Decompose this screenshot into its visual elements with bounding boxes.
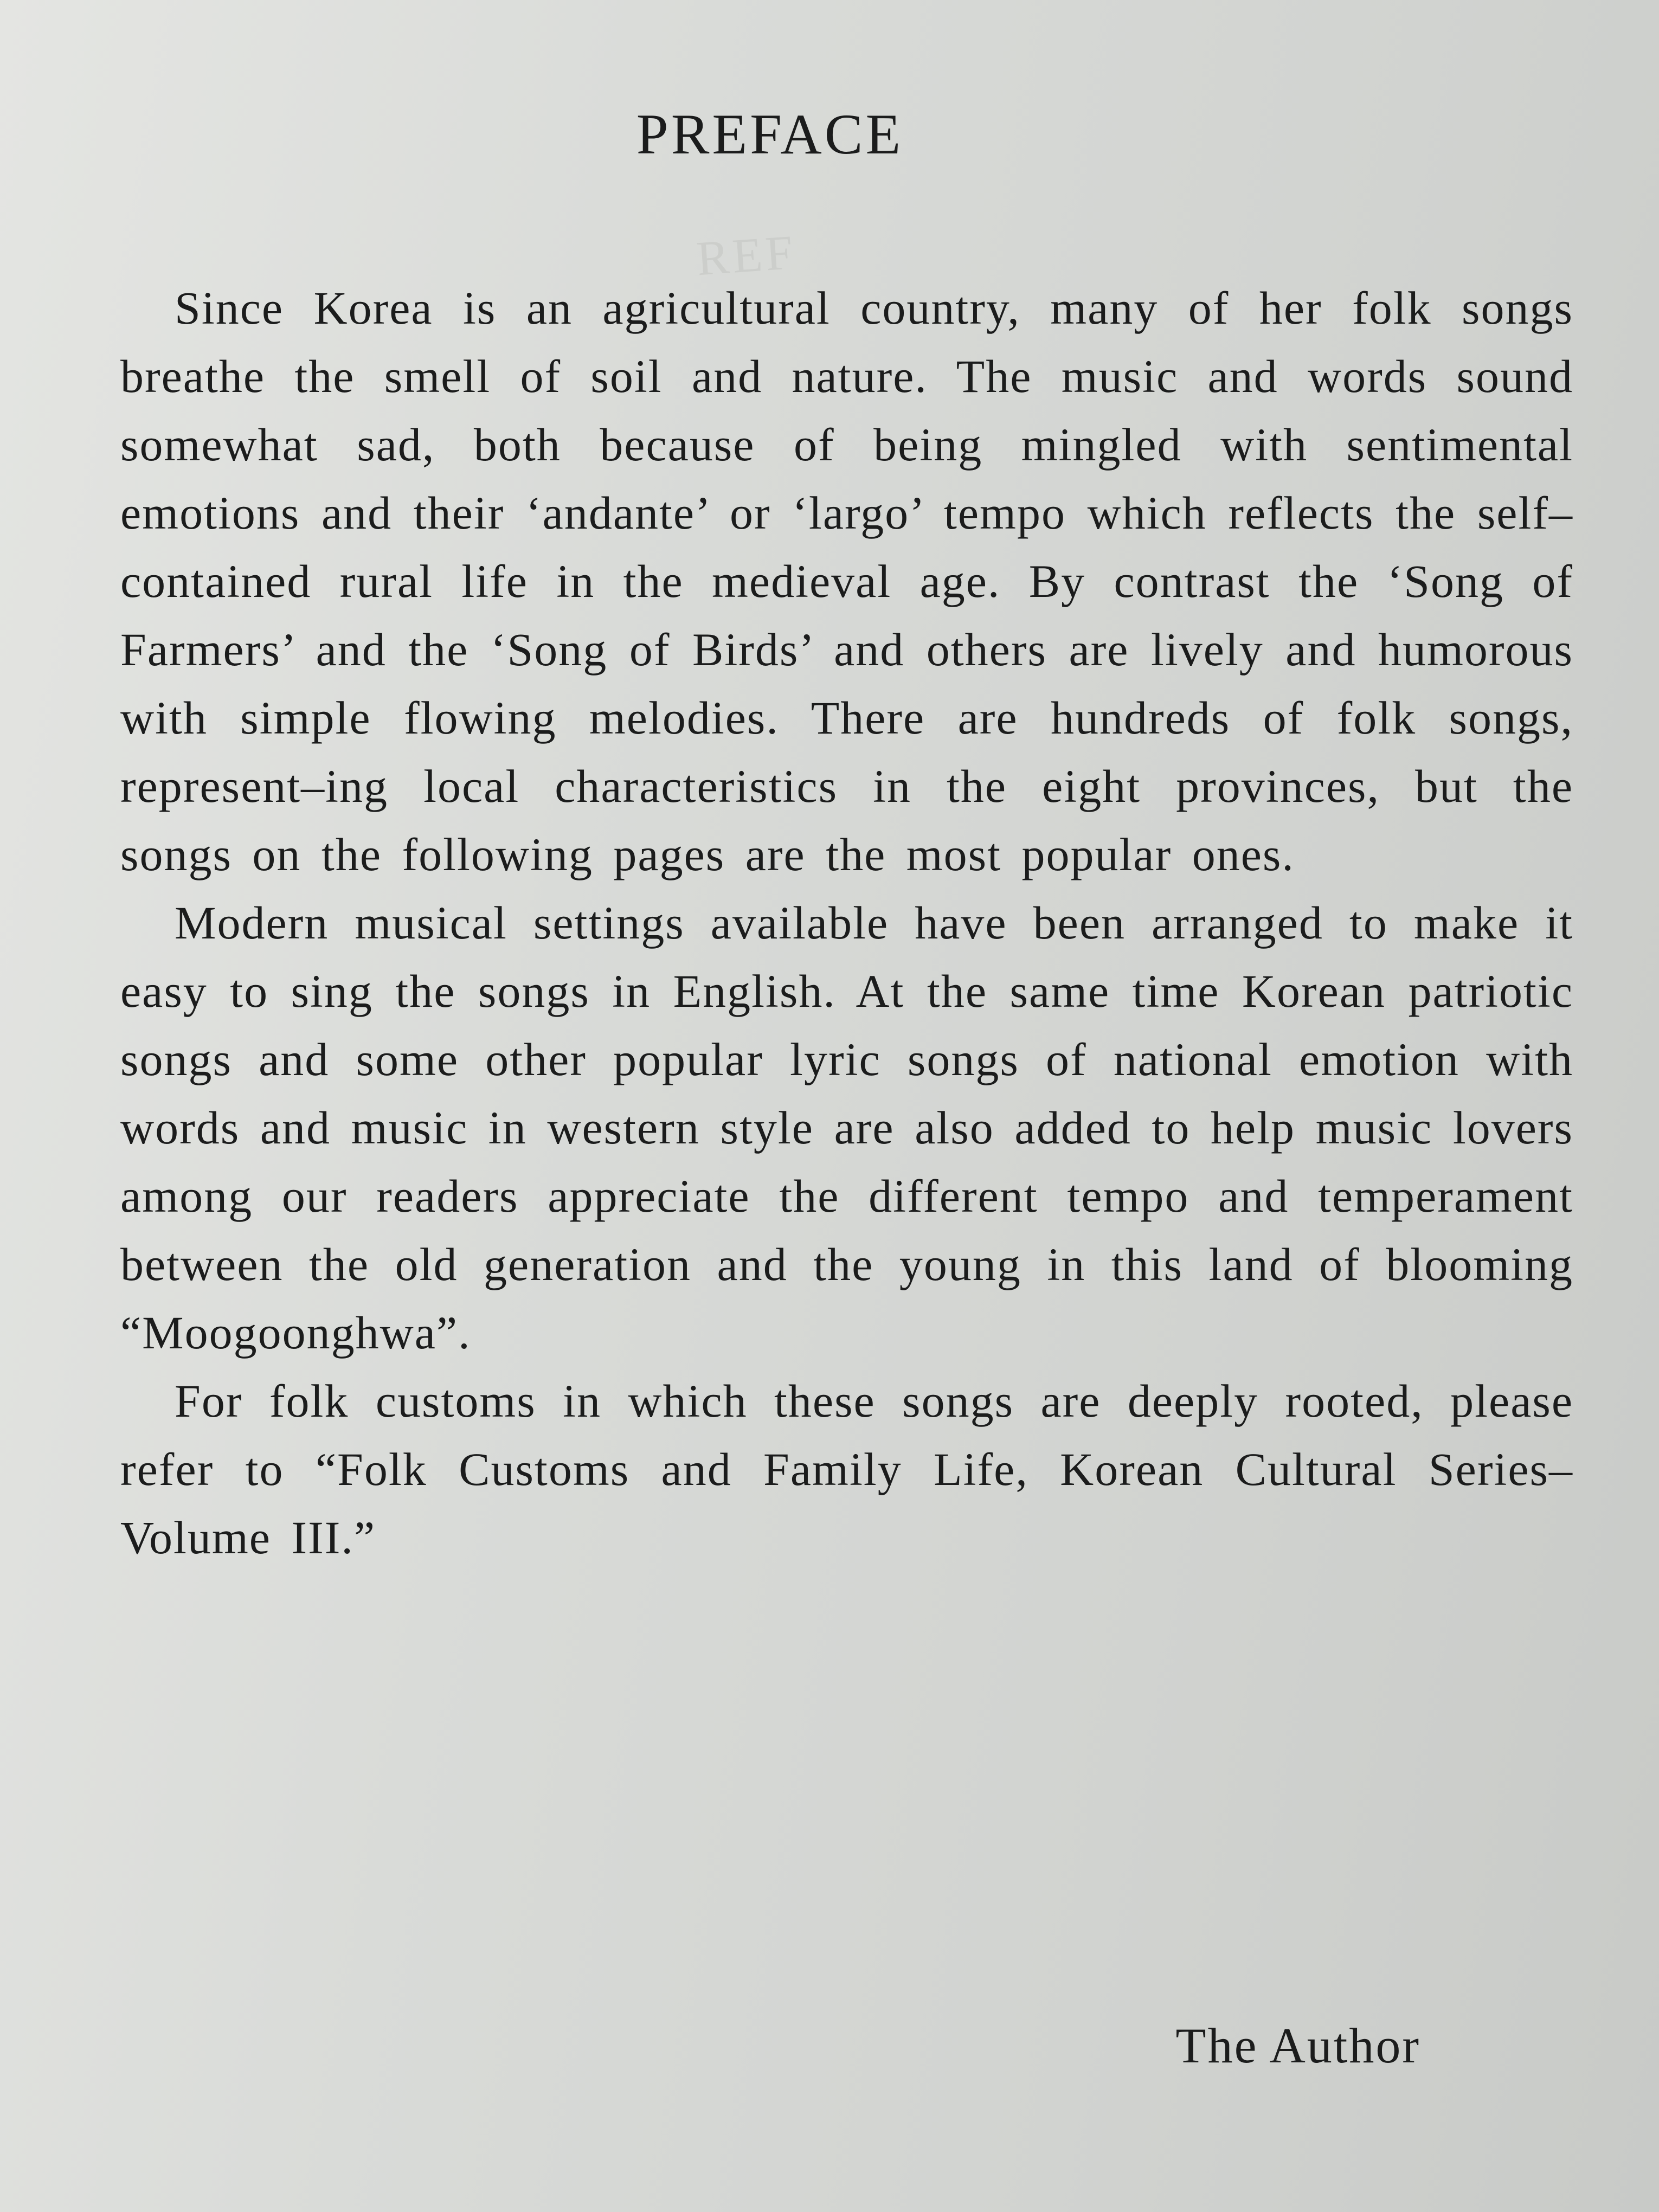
paragraph-2: Modern musical settings available have been arranged to make it easy to sing the songs in English. At the same time Korean patriotic songs and some other popular lyric songs of national emotion with words and music in western style are also added to help music lovers among our readers appreciate the different tempo and temperament between the old generation and the young in this land of blooming “Moogoonghwa”. [120, 897, 1573, 1359]
paragraph-1: Since Korea is an agricultural country, many of her folk songs breathe the smell of soil and nature. The music and words sound somewhat sad, both because of being mingled with sentimental emotions and their ‘andante’ or ‘largo’ tempo which reflects the self–contained rural life in the medieval age. By contrast the ‘Song of Farmers’ and the ‘Song of Birds’ and others are lively and humorous with simple flowing melodies. There are hundreds of folk songs, represent–ing local characteristics in the eight provinces, but the songs on the following pages are the most popular ones. [120, 282, 1573, 880]
page-title: PREFACE [636, 102, 904, 166]
faded-stamp: REF [695, 225, 798, 286]
paragraph-3: For folk customs in which these songs are deeply rooted, please refer to “Folk Customs and Family Life, Korean Cultural Series–Volume III.” [120, 1375, 1573, 1564]
author-signature: The Author [1175, 2018, 1420, 2073]
preface-body [120, 274, 1573, 1572]
